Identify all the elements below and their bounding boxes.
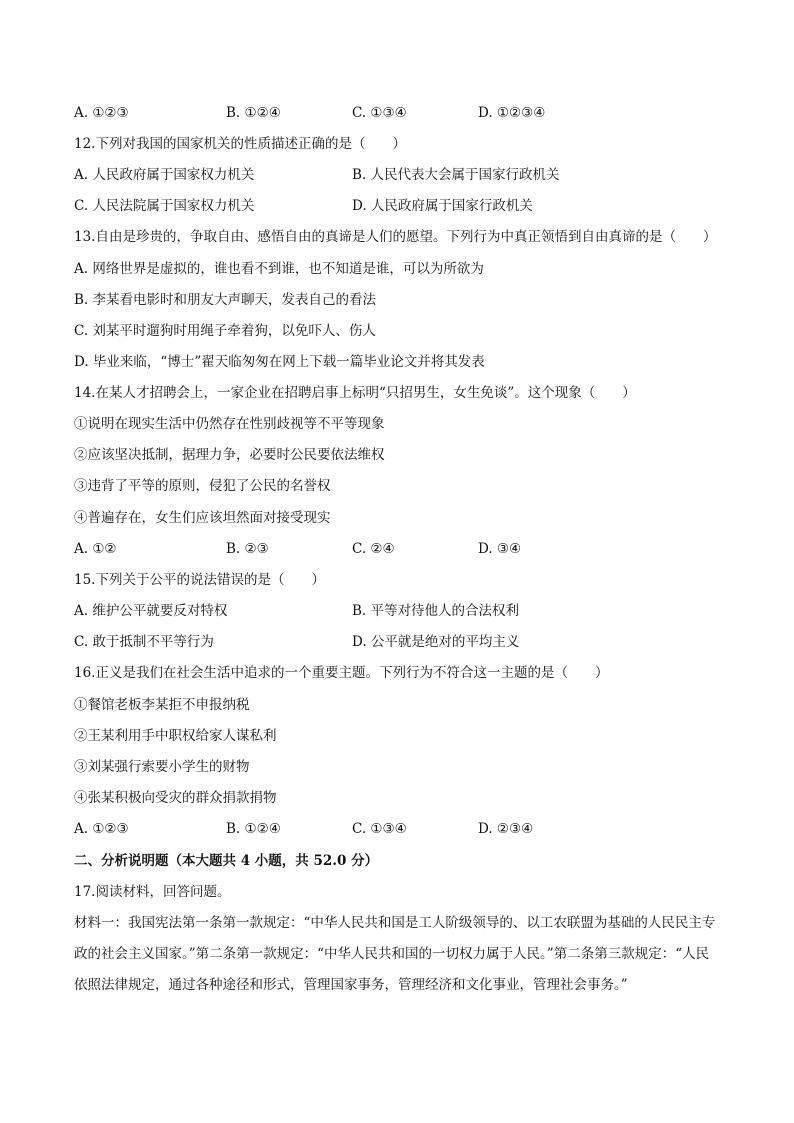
q11-option-b: B. ①②④	[226, 105, 281, 121]
q12-option-b: B. 人民代表大会属于国家行政机关	[352, 167, 560, 183]
q16-stem: 16.正义是我们在社会生活中追求的一个重要主题。下列行为不符合这一主题的是（ ）	[74, 665, 609, 681]
q17-material: 材料一：我国宪法第一条第一款规定：“中华人民共和国是工人阶级领导的、以工农联盟为基础的人民民主专政的社会主义国家。”第二条第一款规定：“中华人民共和国的一切权力属于人民。”第二条第三款规定：“人民依照法律规定，通过各种途径和形式，管理国家事务，管理经济和文化事业，管理社会事务。”	[74, 915, 716, 993]
q14-option-a: A. ①②	[74, 541, 117, 557]
q13-stem: 13.自由是珍贵的，争取自由、感悟自由的真谛是人们的愿望。下列行为中真正领悟到自由真谛的是（ ）	[74, 229, 717, 245]
q15-option-c: C. 敢于抵制不平等行为	[74, 634, 214, 650]
q13-option-d: D. 毕业来临，“博士”翟天临匆匆在网上下载一篇毕业论文并将其发表	[74, 354, 485, 370]
q16-option-a: A. ①②③	[74, 821, 129, 837]
q15-option-a: A. 维护公平就要反对特权	[74, 603, 228, 619]
q16-item-2: ②王某利用手中职权给家人谋私利	[74, 728, 277, 744]
q14-item-3: ③违背了平等的原则，侵犯了公民的名誉权	[74, 478, 331, 494]
q16-option-c: C. ①③④	[352, 821, 407, 837]
q13-option-a: A. 网络世界是虚拟的，谁也看不到谁，也不知道是谁，可以为所欲为	[74, 261, 484, 277]
q14-item-4: ④普遍存在，女生们应该坦然面对接受现实	[74, 510, 331, 526]
q16-item-4: ④张某积极向受灾的群众捐款捐物	[74, 790, 277, 806]
q16-option-b: B. ①②④	[226, 821, 281, 837]
q12-option-d: D. 人民政府属于国家行政机关	[352, 198, 533, 214]
q16-item-3: ③刘某强行索要小学生的财物	[74, 759, 250, 775]
q11-option-d: D. ①②③④	[478, 105, 546, 121]
q12-option-c: C. 人民法院属于国家权力机关	[74, 198, 255, 214]
q12-option-a: A. 人民政府属于国家权力机关	[74, 167, 255, 183]
q14-stem: 14.在某人才招聘会上，一家企业在招聘启事上标明“只招男生，女生免谈”。这个现象（ ）	[74, 385, 636, 401]
q15-option-b: B. 平等对待他人的合法权利	[352, 603, 520, 619]
q15-stem: 15.下列关于公平的说法错误的是（ ）	[74, 572, 325, 588]
q14-item-1: ①说明在现实生活中仍然存在性别歧视等不平等现象	[74, 416, 385, 432]
q13-option-b: B. 李某看电影时和朋友大声聊天，发表自己的看法	[74, 292, 377, 308]
q11-option-c: C. ①③④	[352, 105, 407, 121]
q16-option-d: D. ②③④	[478, 821, 534, 837]
q13-option-c: C. 刘某平时遛狗时用绳子牵着狗，以免吓人、伤人	[74, 323, 376, 339]
q17-stem: 17.阅读材料，回答问题。	[74, 884, 231, 900]
q12-stem: 12.下列对我国的国家机关的性质描述正确的是（ ）	[74, 136, 406, 152]
q14-option-b: B. ②③	[226, 541, 269, 557]
q16-item-1: ①餐馆老板李某拒不申报纳税	[74, 697, 250, 713]
q11-option-a: A. ①②③	[74, 105, 129, 121]
section-2-title: 二、分析说明题（本大题共 4 小题，共 52.0 分）	[74, 853, 379, 869]
q14-option-d: D. ③④	[478, 541, 522, 557]
q14-item-2: ②应该坚决抵制，据理力争，必要时公民要依法维权	[74, 447, 385, 463]
q15-option-d: D. 公平就是绝对的平均主义	[352, 634, 520, 650]
q14-option-c: C. ②④	[352, 541, 395, 557]
